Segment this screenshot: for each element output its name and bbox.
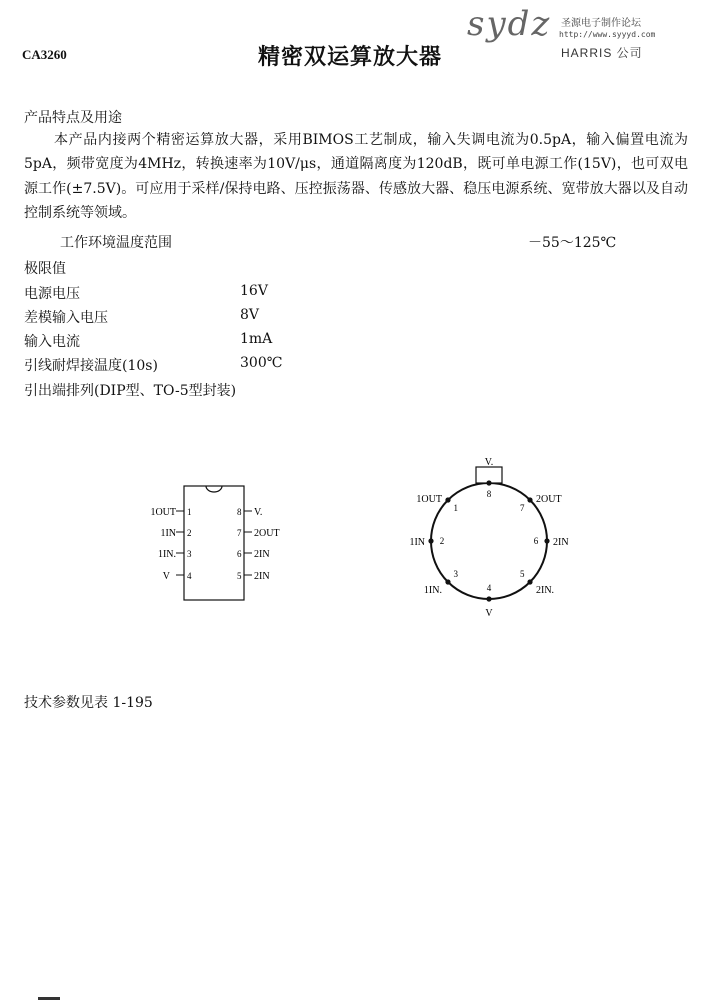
to5-pin-number: 8 <box>486 489 492 499</box>
to5-pin-label: V <box>485 608 493 619</box>
dip-pin-number: 2 <box>187 528 192 538</box>
to5-pin-dot <box>527 497 532 502</box>
dip-pin-number: 7 <box>237 528 242 538</box>
features-heading: 产品特点及用途 <box>24 110 122 126</box>
dip-pin-label: 1IN <box>160 528 176 539</box>
dip-pin-number: 6 <box>237 549 242 559</box>
limit-value: 16V <box>240 283 268 299</box>
limit-name: 电源电压 <box>24 286 80 302</box>
dip-pin-number: 8 <box>237 507 242 517</box>
limit-name: 输入电流 <box>24 334 80 350</box>
to5-pin-dot <box>445 497 450 502</box>
dip-body <box>184 486 244 600</box>
to5-package-diagram <box>385 445 595 630</box>
company-name: HARRIS 公司 <box>561 46 643 60</box>
temperature-value: －55～125℃ <box>528 235 617 251</box>
limit-value: 8V <box>240 307 260 323</box>
dip-pin-label: 2IN <box>254 571 270 582</box>
limit-name: 差模输入电压 <box>24 310 108 326</box>
to5-pin-number: 7 <box>519 502 525 513</box>
watermark-url: http://www.syyyd.com <box>559 30 656 39</box>
to5-pin-number: 6 <box>533 536 539 546</box>
pinout-title: 引出端排列(DIP型、TO-5型封装) <box>24 383 237 399</box>
dip-pin-label: 2IN <box>254 549 270 560</box>
to5-pin-label: 1OUT <box>416 493 442 505</box>
page-title: 精密双运算放大器 <box>258 44 443 70</box>
to5-pin-dot <box>486 480 491 485</box>
dip-pin-label: 1IN. <box>157 549 176 560</box>
temperature-label: 工作环境温度范围 <box>60 235 172 251</box>
to5-pin-label: 2IN. <box>536 585 555 597</box>
page-footer-mark <box>30 994 70 1000</box>
to5-pin-number: 4 <box>486 583 492 593</box>
to5-pin-number: 3 <box>453 569 459 580</box>
dip-pin-label: V. <box>254 507 263 518</box>
to5-pin-number: 2 <box>439 536 445 546</box>
limit-name: 引线耐焊接温度(10s) <box>24 358 158 374</box>
to5-pin-label: 2IN <box>553 537 569 548</box>
limit-value: 1mA <box>240 331 273 347</box>
part-number: CA3260 <box>22 47 67 62</box>
to5-pin-label: 1IN <box>409 537 425 548</box>
dip-pin-label: V <box>162 571 170 582</box>
watermark-script: sydz <box>467 4 552 44</box>
to5-pin-number: 5 <box>519 569 525 580</box>
dip-pin-label: 1OUT <box>150 507 176 518</box>
to5-pin-dot <box>527 579 532 584</box>
to5-pin-label: 2OUT <box>536 493 562 505</box>
dip-notch <box>206 486 222 492</box>
limit-value: 300℃ <box>240 355 283 371</box>
dip-pin-number: 4 <box>187 571 192 581</box>
dip-pin-label: 2OUT <box>254 528 280 539</box>
dip-package-diagram <box>130 478 310 608</box>
reference-note: 技术参数见表 1-195 <box>24 695 153 711</box>
watermark-cn: 圣源电子制作论坛 <box>561 18 641 29</box>
dip-pin-number: 5 <box>237 571 242 581</box>
to5-pin-number: 1 <box>453 502 459 513</box>
limits-title: 极限值 <box>24 261 66 277</box>
features-paragraph: 本产品内接两个精密运算放大器，采用BIMOS工艺制成，输入失调电流为0.5pA，输入偏置电流为5pA，频带宽度为4MHz，转换速率为10V/μs，通道隔离度为120dB，既可单电源工作(15V)，也可双电源工作(±7.5V)。可应用于采样/保持电路、压控振荡器、传感放大器、稳压电源系统、宽带放大器以及自动控制系统等领域。 <box>24 132 688 221</box>
to5-pin-dot <box>544 538 549 543</box>
to5-pin-label: 1IN. <box>423 585 442 597</box>
to5-pin-dot <box>486 596 491 601</box>
to5-pin-dot <box>428 538 433 543</box>
watermark-logo <box>461 4 691 60</box>
to5-pin-label: V. <box>484 457 494 468</box>
to5-pin-dot <box>445 579 450 584</box>
dip-pin-number: 3 <box>187 549 192 559</box>
dip-pin-number: 1 <box>187 507 192 517</box>
